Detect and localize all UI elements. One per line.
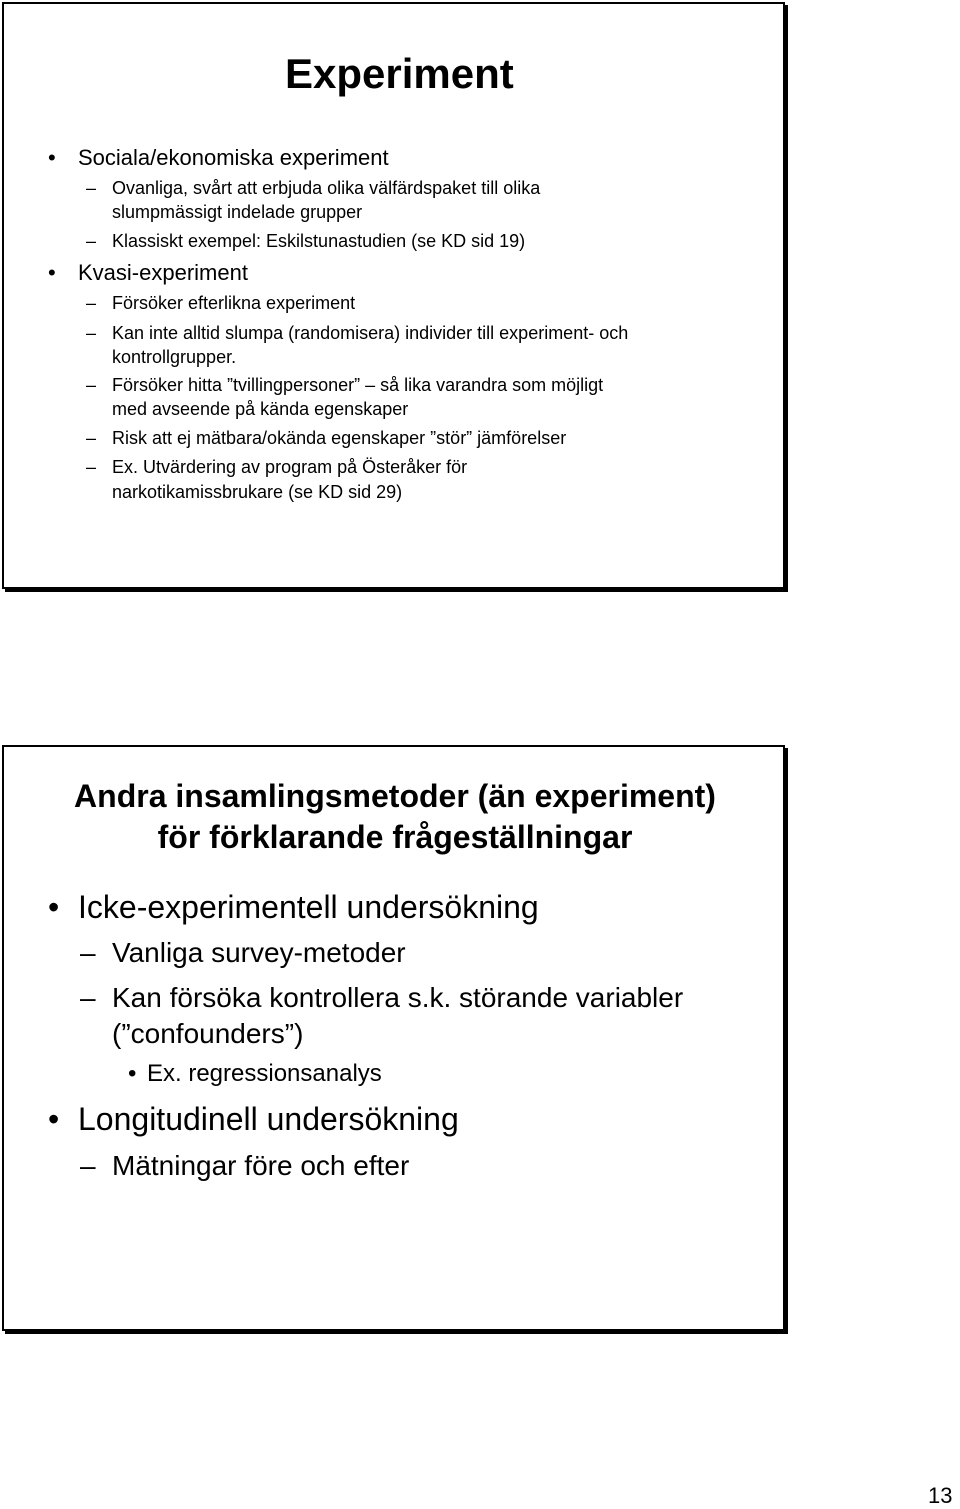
- dash-icon: –: [86, 293, 97, 313]
- page-number: 13: [928, 1483, 953, 1508]
- list-item-continuation: (”confounders”): [112, 1018, 304, 1049]
- list-item: Vanliga survey-metoder: [112, 937, 406, 968]
- list-item: Mätningar före och efter: [112, 1150, 410, 1181]
- dash-icon: –: [80, 982, 96, 1013]
- dash-icon: –: [80, 1150, 96, 1181]
- dash-icon: –: [86, 457, 97, 477]
- bullet-icon: •: [48, 1101, 60, 1137]
- list-item: Försöker hitta ”tvillingpersoner” – så lika varandra som möjligt: [112, 375, 604, 395]
- bullet-icon: •: [128, 1060, 137, 1087]
- list-item-continuation: kontrollgrupper.: [112, 347, 237, 367]
- list-item: Ex. Utvärdering av program på Österåker för: [112, 457, 468, 477]
- list-item: Klassiskt exempel: Eskilstunastudien (se KD sid 19): [112, 231, 526, 251]
- list-item: Sociala/ekonomiska experiment: [78, 145, 389, 170]
- list-item: Kvasi-experiment: [78, 260, 248, 285]
- dash-icon: –: [86, 375, 97, 395]
- list-item: Icke-experimentell undersökning: [78, 889, 539, 925]
- list-item: Longitudinell undersökning: [78, 1101, 459, 1137]
- list-item: Försöker efterlikna experiment: [112, 293, 356, 313]
- slide-title: Experiment: [285, 50, 514, 97]
- heading-line: Andra insamlingsmetoder (än experiment): [74, 778, 716, 814]
- dash-icon: –: [86, 323, 97, 343]
- slide-heading: [70, 776, 720, 858]
- bullet-icon: •: [48, 260, 56, 285]
- bullet-icon: •: [48, 145, 56, 170]
- list-item: Risk att ej mätbara/okända egenskaper ”stör” jämförelser: [112, 428, 567, 448]
- list-item-continuation: med avseende på kända egenskaper: [112, 399, 409, 419]
- heading-line: för förklarande frågeställningar: [157, 819, 633, 855]
- list-item-continuation: narkotikamissbrukare (se KD sid 29): [112, 482, 403, 502]
- bullet-icon: •: [48, 889, 60, 925]
- list-item-continuation: slumpmässigt indelade grupper: [112, 202, 363, 222]
- dash-icon: –: [86, 428, 97, 448]
- dash-icon: –: [86, 178, 97, 198]
- list-item: Kan inte alltid slumpa (randomisera) individer till experiment- och: [112, 323, 629, 343]
- dash-icon: –: [86, 231, 97, 251]
- list-item: Ex. regressionsanalys: [147, 1060, 382, 1087]
- list-item: Kan försöka kontrollera s.k. störande variabler: [112, 982, 684, 1013]
- dash-icon: –: [80, 937, 96, 968]
- list-item: Ovanliga, svårt att erbjuda olika välfärdspaket till olika: [112, 178, 541, 198]
